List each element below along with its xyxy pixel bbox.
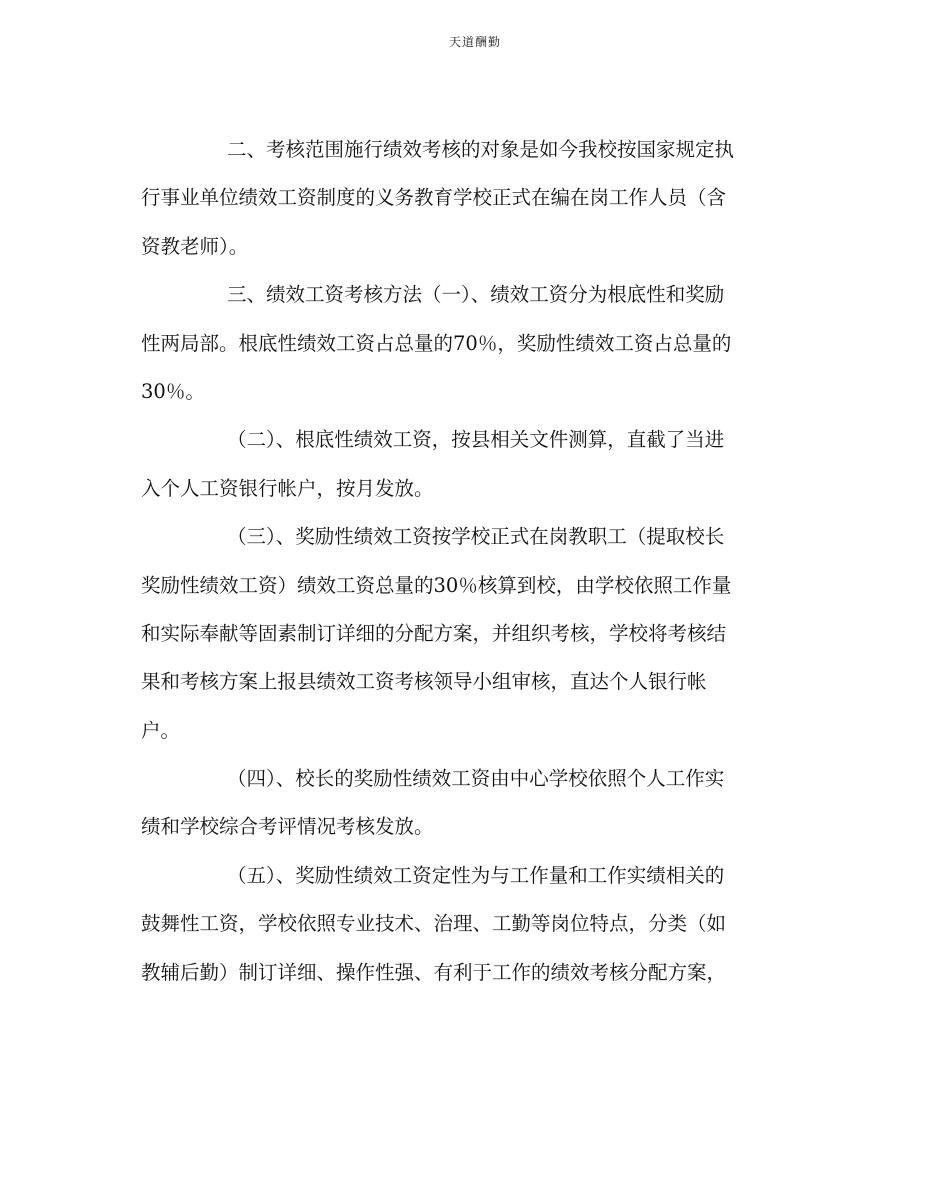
body-text [141,126,801,997]
text-line: （四）、校长的奖励性绩效工资由中心学校依照个人工作实 [227,767,725,791]
text-line: （三）、奖励性绩效工资按学校正式在岗教职工（提取校长 [227,525,725,549]
text-line: （五）、奖励性绩效工资定性为与工作量和工作实绩相关的 [227,863,725,887]
text-line: （二）、根底性绩效工资，按县相关文件测算，直截了当进 [227,428,725,452]
text-line: 和实际奉献等固素制订详细的分配方案，并组织考核，学校将考核结 [141,621,727,645]
text-line: 教辅后勤）制订详细、操作性强、有利于工作的绩效考核分配方案， [141,960,727,984]
text-line: 性两局部。根底性绩效工资占总量的70％，奖励性绩效工资占总量的 [141,331,732,355]
text-line: 二、考核范围施行绩效考核的对象是如今我校按国家规定执 [227,138,735,161]
text-line: 行事业单位绩效工资制度的义务教育学校正式在编在岗工作人员（含 [141,186,727,210]
text-line: 绩和学校综合考评情况考核发放。 [141,815,434,839]
text-line: 三、绩效工资考核方法（一）、绩效工资分为根底性和奖励 [227,283,725,307]
text-line: 户。 [141,718,181,742]
text-line: 30％。 [141,379,205,403]
text-line: 入个人工资银行帐户，按月发放。 [141,476,434,500]
text-line: 奖励性绩效工资）绩效工资总量的30％核算到校，由学校依照工作量 [141,573,732,597]
text-line: 果和考核方案上报县绩效工资考核领导小组审核，直达个人银行帐 [141,670,707,694]
text-line: 资教老师）。 [141,234,249,258]
text-line: 鼓舞性工资，学校依照专业技术、治理、工勤等岗位特点，分类（如 [141,912,727,936]
page-header: 天道酬勤 [448,35,501,49]
